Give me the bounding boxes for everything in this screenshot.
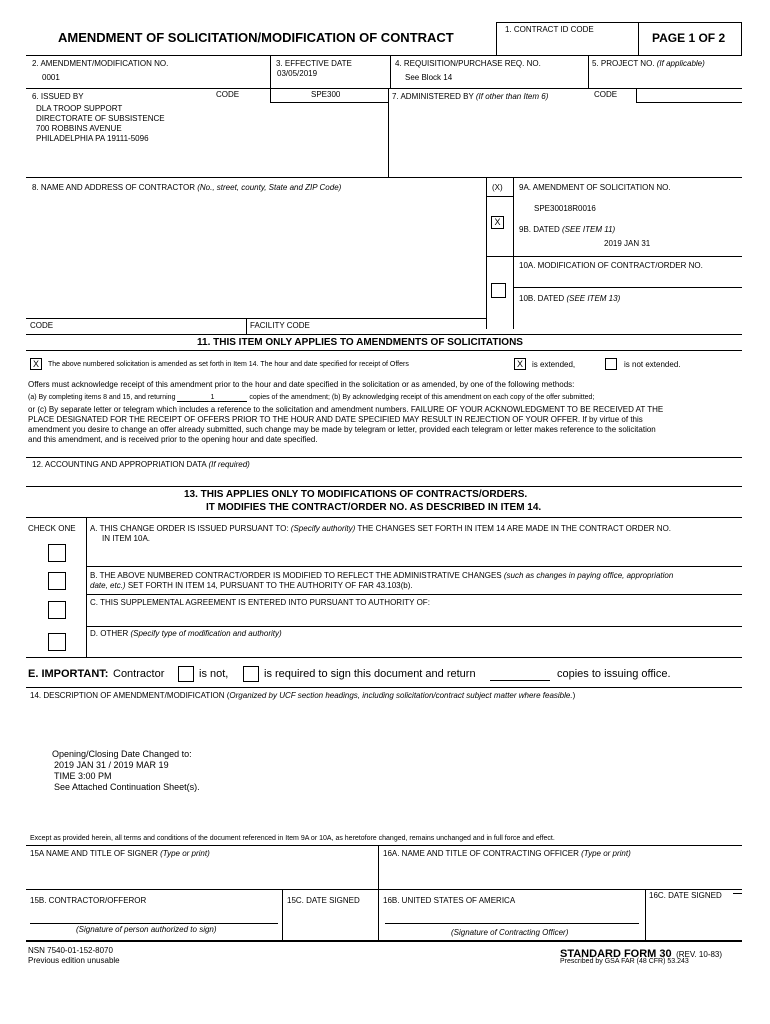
contractor-15b-label: 15B. CONTRACTOR/OFFEROR [30, 896, 147, 905]
issuer-line: DIRECTORATE OF SUBSISTENCE [36, 114, 165, 123]
amendment-9a-value: SPE30018R0016 [534, 204, 596, 213]
item-13c-checkbox[interactable] [48, 601, 66, 619]
signer-15a-label: 15A NAME AND TITLE OF SIGNER [30, 849, 158, 858]
item-13b-post: SET FORTH IN ITEM 14, PURSUANT TO THE AUTHORITY OF FAR 43.103(b). [127, 581, 413, 590]
item-13a-note: (Specify authority) [290, 524, 356, 533]
item-13a-post: THE CHANGES SET FORTH IN ITEM 14 ARE MADE IN THE CONTRACT ORDER NO. [357, 524, 672, 533]
requisition-label: 4. REQUISITION/PURCHASE REQ. NO. [395, 59, 541, 68]
methods-line [28, 394, 743, 402]
contractor-note: (No., street, county, State and ZIP Code) [197, 183, 342, 192]
check-one-label: CHECK ONE [28, 524, 76, 533]
dated-9b-value: 2019 JAN 31 [604, 239, 651, 248]
project-label [592, 59, 705, 68]
para-line: and this amendment, and is received prior to the opening hour and date specified. [28, 435, 318, 444]
amendment-no-value: 0001 [42, 73, 60, 82]
is-extended-checkbox[interactable]: X [514, 358, 526, 370]
dated-9b-note: (SEE ITEM 11) [561, 225, 616, 234]
section-14-body [52, 749, 200, 793]
item-13b-note: (such as changes in paying office, appropriation [503, 571, 674, 580]
section-12-label [32, 460, 250, 469]
issued-by-label: 6. ISSUED BY [32, 92, 84, 101]
dated-10b-note: (SEE ITEM 13) [566, 294, 621, 303]
section-11-paragraph [28, 405, 743, 445]
issued-code-value: SPE300 [311, 90, 341, 99]
except-line: Except as provided herein, all terms and conditions of the document referenced in Item 9A or 10A, as heretofore changed, remains unchanged and in full force and effect. [30, 835, 555, 842]
dated-9b-label: 9B. DATED [519, 225, 560, 234]
dated-10b-label: 10B. DATED [519, 294, 565, 303]
item-13d [90, 629, 282, 638]
item-13a-text: A. THIS CHANGE ORDER IS ISSUED PURSUANT TO: [90, 524, 289, 533]
officer-16a-note: (Type or print) [581, 849, 631, 858]
effective-date-value: 03/05/2019 [277, 69, 318, 78]
section-11-checkbox[interactable]: X [30, 358, 42, 370]
dated-10b [519, 294, 620, 303]
officer-16a [383, 849, 631, 858]
item-13d-note: (Specify type of modification and authority) [130, 629, 282, 638]
item-13d-text: D. OTHER [90, 629, 129, 638]
copies-to-label: copies to issuing office. [557, 668, 671, 680]
item-13b-text: B. THE ABOVE NUMBERED CONTRACT/ORDER IS MODIFIED TO REFLECT THE ADMINISTRATIVE CHANGES [90, 571, 502, 580]
body-line: Opening/Closing Date Changed to: [52, 749, 192, 759]
item-13b [90, 571, 740, 591]
issuer-address [36, 104, 165, 144]
signature-person-caption: (Signature of person authorized to sign) [76, 925, 217, 934]
para-line: amendment you desire to change an offer already submitted, such change may be made by telegram or letter, provided each telegram or letter makes reference to the solicitation [28, 425, 656, 434]
administered-by [392, 92, 548, 101]
section-14-close: ) [572, 691, 576, 700]
important-contractor: Contractor [113, 668, 165, 680]
body-line: TIME 3:00 PM [54, 771, 112, 781]
is-not-extended-label: is not extended. [624, 360, 681, 369]
standard-form-title: STANDARD FORM 30 [560, 948, 672, 960]
project-note: (If applicable) [656, 59, 705, 68]
signer-15a [30, 849, 210, 858]
previous-edition: Previous edition unusable [28, 956, 120, 965]
amendment-no-label: 2. AMENDMENT/MODIFICATION NO. [32, 59, 169, 68]
requisition-value: See Block 14 [405, 73, 453, 82]
item-13b-checkbox[interactable] [48, 572, 66, 590]
item-13b-note2: date, etc.) [90, 581, 126, 590]
contractor-code-label: CODE [30, 321, 54, 330]
date-16c-label: 16C. DATE SIGNED [649, 891, 722, 900]
administered-label: 7. ADMINISTERED BY [392, 92, 474, 101]
is-required-label: is required to sign this document and return [264, 668, 476, 680]
item-13a-line2: IN ITEM 10A. [102, 534, 151, 543]
usa-16b-label: 16B. UNITED STATES OF AMERICA [383, 896, 516, 905]
section-14-text: 14. DESCRIPTION OF AMENDMENT/MODIFICATION ( [30, 691, 230, 700]
issuer-line: DLA TROOP SUPPORT [36, 104, 123, 113]
item-13c-text: C. THIS SUPPLEMENTAL AGREEMENT IS ENTERED INTO PURSUANT TO AUTHORITY OF: [90, 598, 430, 607]
section-13-heading-2: IT MODIFIES THE CONTRACT/ORDER NO. AS DESCRIBED IN ITEM 14. [206, 502, 542, 513]
signature-officer-caption: (Signature of Contracting Officer) [451, 928, 569, 937]
amended-text: The above numbered solicitation is amended as set forth in Item 14. The hour and date specified for receipt of Offers [48, 361, 409, 368]
offers-line: Offers must acknowledge receipt of this amendment prior to the hour and date specified in the solicitation or as amended, by one of the following methods: [28, 380, 575, 389]
issuer-line: 700 ROBBINS AVENUE [36, 124, 122, 133]
section-13-heading-1: 13. THIS APPLIES ONLY TO MODIFICATIONS OF CONTRACTS/ORDERS. [184, 489, 528, 500]
dated-9b [519, 225, 615, 234]
issuer-line: PHILADELPHIA PA 19111-5096 [36, 134, 149, 143]
prescribed-by: Prescribed by GSA FAR (48 CFR) 53.243 [560, 958, 689, 965]
project-label-text: 5. PROJECT NO. [592, 59, 655, 68]
administered-note: (If other than Item 6) [475, 92, 549, 101]
is-required-checkbox[interactable] [243, 666, 259, 682]
item-9-checkbox[interactable]: X [491, 216, 504, 229]
section-14-label [30, 691, 575, 700]
is-not-extended-checkbox[interactable] [605, 358, 617, 370]
section-12-text: 12. ACCOUNTING AND APPROPRIATION DATA [32, 460, 207, 469]
form-title: AMENDMENT OF SOLICITATION/MODIFICATION OF CONTRACT [58, 30, 454, 45]
x-column-label: (X) [492, 183, 503, 192]
date-15c-label: 15C. DATE SIGNED [287, 896, 360, 905]
amendment-9a-label: 9A. AMENDMENT OF SOLICITATION NO. [519, 183, 671, 192]
contract-id-label: 1. CONTRACT ID CODE [505, 25, 594, 34]
para-line: PLACE DESIGNATED FOR THE RECEIPT OF OFFERS PRIOR TO THE HOUR AND DATE SPECIFIED MAY RESULT IN REJECTION OF YOUR OFFER. If by virtue of this [28, 415, 643, 424]
contractor-signature-line[interactable] [30, 923, 278, 924]
is-not-label: is not, [199, 668, 229, 680]
contractor-label-text: 8. NAME AND ADDRESS OF CONTRACTOR [32, 183, 195, 192]
contractor-label [32, 183, 341, 192]
important-label: E. IMPORTANT: [28, 668, 109, 680]
copies-field[interactable] [490, 680, 550, 681]
signer-15a-note: (Type or print) [160, 849, 210, 858]
para-line: or (c) By separate letter or telegram which includes a reference to the solicitation and amendment numbers. FAILURE OF YOUR ACKNOWLEDGMENT TO BE RECEIVED AT THE [28, 405, 664, 414]
issued-code-label: CODE [216, 90, 240, 99]
page-number: PAGE 1 OF 2 [652, 31, 726, 45]
item-10-checkbox[interactable] [491, 283, 506, 298]
nsn-number: NSN 7540-01-152-8070 [28, 946, 113, 955]
modification-10a-label: 10A. MODIFICATION OF CONTRACT/ORDER NO. [519, 261, 703, 270]
body-line: See Attached Continuation Sheet(s). [54, 782, 200, 792]
methods-a-post: copies of the amendment; (b) By acknowledging receipt of this amendment on each copy of the offer submitted; [249, 394, 595, 401]
officer-signature-line[interactable] [385, 923, 639, 924]
section-14-note: Organized by UCF section headings, including solicitation/contract subject matter where feasible. [229, 691, 573, 700]
section-12-note: (If required) [208, 460, 250, 469]
effective-date-label: 3. EFFECTIVE DATE [276, 59, 352, 68]
body-line: 2019 JAN 31 / 2019 MAR 19 [54, 760, 169, 770]
item-13a-checkbox[interactable] [48, 544, 66, 562]
section-11-heading: 11. THIS ITEM ONLY APPLIES TO AMENDMENTS OF SOLICITATIONS [197, 337, 523, 348]
facility-code-label: FACILITY CODE [250, 321, 310, 330]
officer-16a-label: 16A. NAME AND TITLE OF CONTRACTING OFFICER [383, 849, 579, 858]
standard-form-rev: (REV. 10-83) [676, 950, 723, 959]
item-13d-checkbox[interactable] [48, 633, 66, 651]
is-extended-label: is extended, [532, 360, 576, 369]
item-13a [90, 524, 740, 544]
admin-code-label: CODE [594, 90, 618, 99]
is-not-checkbox[interactable] [178, 666, 194, 682]
copies-count[interactable]: 1 [177, 394, 247, 402]
methods-a-pre: (a) By completing items 8 and 15, and returning [28, 394, 176, 401]
